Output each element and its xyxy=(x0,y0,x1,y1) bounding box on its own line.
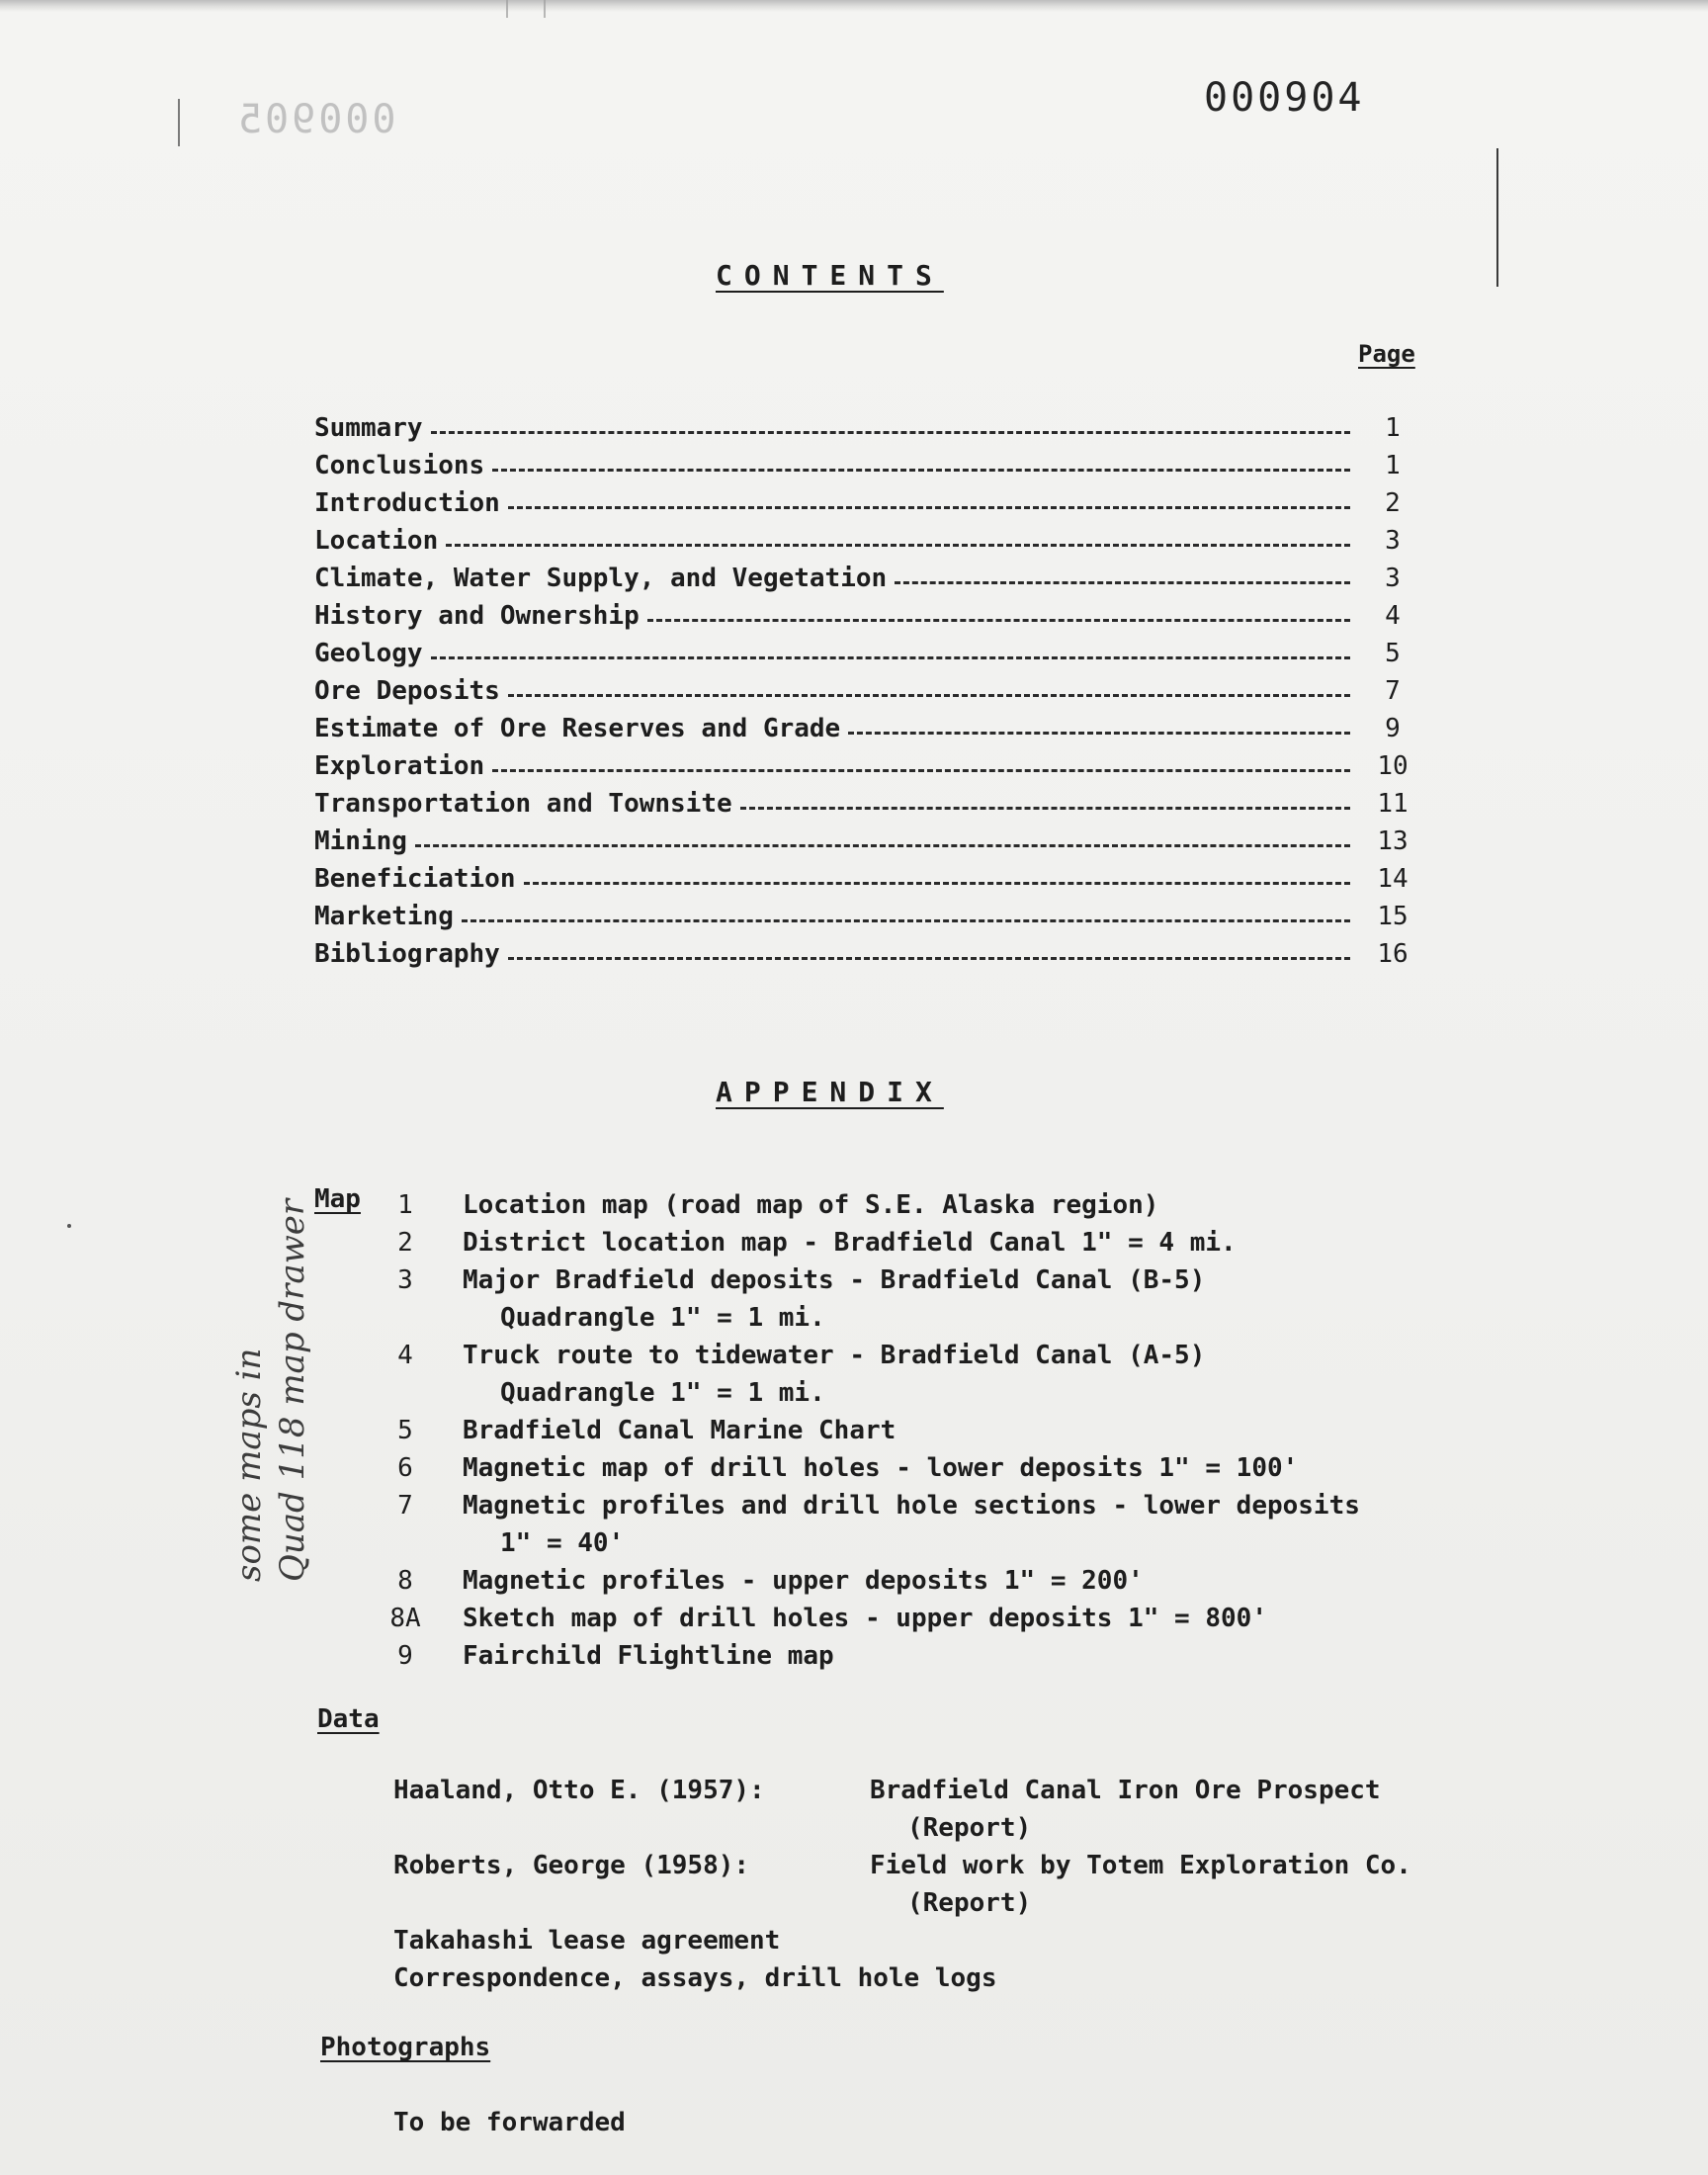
toc-entry xyxy=(314,597,1421,635)
toc-entry xyxy=(314,522,1421,560)
maps-label: Map xyxy=(314,1184,361,1214)
toc-entry-page: 9 xyxy=(1385,714,1401,743)
map-entry xyxy=(384,1487,1589,1562)
ghost-stamp-number: 000905 xyxy=(235,97,396,142)
reference-author: Roberts, George (1958): xyxy=(393,1851,750,1880)
scan-top-edge xyxy=(0,0,1708,12)
toc-entry-page: 4 xyxy=(1385,601,1401,631)
stamp-number: 000904 xyxy=(1204,75,1365,121)
map-description: Location map (road map of S.E. Alaska region) xyxy=(463,1190,1159,1220)
map-description: Sketch map of drill holes - upper deposits 1" = 800' xyxy=(463,1604,1267,1633)
toc-leader xyxy=(895,581,1350,584)
toc-entry-page: 16 xyxy=(1377,939,1409,969)
page-column-heading: Page xyxy=(1358,340,1415,368)
handwritten-line: Quad 118 map drawer xyxy=(273,1198,312,1582)
toc-entry xyxy=(314,935,1421,973)
map-description: Magnetic profiles - upper deposits 1" = 200' xyxy=(463,1566,1144,1596)
toc-leader xyxy=(492,769,1350,772)
ghost-margin-line xyxy=(178,99,180,146)
map-entry xyxy=(384,1562,1589,1600)
map-description: Magnetic map of drill holes - lower deposits 1" = 100' xyxy=(463,1453,1299,1483)
map-number: 6 xyxy=(397,1453,413,1483)
toc-entry-page: 3 xyxy=(1385,564,1401,593)
data-item: Correspondence, assays, drill hole logs xyxy=(393,1963,997,1993)
toc-leader xyxy=(524,882,1351,885)
map-number: 2 xyxy=(397,1228,413,1258)
toc-entry-label: Location xyxy=(314,526,439,556)
toc-entry-page: 2 xyxy=(1385,488,1401,518)
toc-leader xyxy=(647,619,1350,622)
toc-entry-label: Mining xyxy=(314,826,407,856)
map-entry xyxy=(384,1337,1589,1412)
photographs-note: To be forwarded xyxy=(393,2108,626,2137)
map-entry xyxy=(384,1600,1589,1637)
toc-entry-label: Beneficiation xyxy=(314,864,516,894)
handwritten-margin-note xyxy=(227,1199,314,1582)
data-item: Takahashi lease agreement xyxy=(393,1926,781,1956)
toc-entry-page: 7 xyxy=(1385,676,1401,706)
reference-type: (Report) xyxy=(907,1813,1032,1843)
toc-entry-label: Transportation and Townsite xyxy=(314,789,732,819)
map-number: 4 xyxy=(397,1341,413,1370)
map-entry xyxy=(384,1449,1589,1487)
contents-heading: CONTENTS xyxy=(716,259,944,292)
toc-leader xyxy=(508,957,1350,960)
toc-leader xyxy=(415,844,1350,847)
toc-leader xyxy=(462,919,1350,922)
toc-entry-label: Introduction xyxy=(314,488,500,518)
map-description: Truck route to tidewater - Bradfield Canal (A-5) xyxy=(463,1341,1206,1370)
toc-entry-page: 1 xyxy=(1385,451,1401,480)
maps-list xyxy=(384,1186,1589,1675)
binder-mark xyxy=(506,0,546,18)
reference-author: Haaland, Otto E. (1957): xyxy=(393,1776,765,1805)
reference-entry xyxy=(393,1851,1560,1888)
toc-entry-label: Geology xyxy=(314,639,423,668)
toc-entry-label: History and Ownership xyxy=(314,601,640,631)
map-number: 5 xyxy=(397,1416,413,1445)
map-description: District location map - Bradfield Canal 1" = 4 mi. xyxy=(463,1228,1237,1258)
toc-entry xyxy=(314,409,1421,447)
handwritten-line: some maps in xyxy=(229,1348,269,1582)
map-description-continued: Quadrangle 1" = 1 mi. xyxy=(500,1378,825,1408)
toc-leader xyxy=(431,431,1350,434)
toc-entry-label: Estimate of Ore Reserves and Grade xyxy=(314,714,841,743)
toc-entry xyxy=(314,672,1421,710)
scan-speck xyxy=(67,1224,71,1228)
map-description: Fairchild Flightline map xyxy=(463,1641,834,1671)
toc-leader xyxy=(508,506,1350,509)
toc-entry-page: 1 xyxy=(1385,413,1401,443)
toc-entry xyxy=(314,635,1421,672)
toc-leader xyxy=(446,544,1350,547)
toc-leader xyxy=(508,694,1350,697)
toc-entry xyxy=(314,860,1421,898)
toc-entry-page: 11 xyxy=(1377,789,1409,819)
photographs-label: Photographs xyxy=(320,2033,491,2062)
toc-entry xyxy=(314,747,1421,785)
toc-entry xyxy=(314,898,1421,935)
map-entry xyxy=(384,1186,1589,1224)
toc-leader xyxy=(740,807,1350,810)
toc-entry-label: Bibliography xyxy=(314,939,500,969)
map-number: 3 xyxy=(397,1265,413,1295)
toc-entry-label: Exploration xyxy=(314,751,485,781)
toc-entry-label: Conclusions xyxy=(314,451,485,480)
map-description-continued: Quadrangle 1" = 1 mi. xyxy=(500,1303,825,1333)
map-description: Bradfield Canal Marine Chart xyxy=(463,1416,897,1445)
reference-title: Bradfield Canal Iron Ore Prospect xyxy=(870,1776,1381,1805)
data-label: Data xyxy=(317,1704,380,1734)
table-of-contents xyxy=(314,409,1421,973)
toc-entry-page: 13 xyxy=(1377,826,1409,856)
toc-entry-label: Ore Deposits xyxy=(314,676,500,706)
toc-entry-label: Climate, Water Supply, and Vegetation xyxy=(314,564,888,593)
toc-entry xyxy=(314,710,1421,747)
toc-entry-page: 5 xyxy=(1385,639,1401,668)
toc-entry-page: 15 xyxy=(1377,902,1409,931)
toc-entry xyxy=(314,560,1421,597)
margin-line xyxy=(1496,148,1498,287)
map-entry xyxy=(384,1224,1589,1262)
toc-entry xyxy=(314,785,1421,823)
reference-entry xyxy=(393,1776,1560,1813)
toc-entry-page: 10 xyxy=(1377,751,1409,781)
toc-entry-label: Marketing xyxy=(314,902,454,931)
toc-entry-page: 3 xyxy=(1385,526,1401,556)
map-description: Magnetic profiles and drill hole sections - lower deposits xyxy=(463,1491,1360,1521)
reference-title: Field work by Totem Exploration Co. xyxy=(870,1851,1411,1880)
map-entry xyxy=(384,1637,1589,1675)
toc-leader xyxy=(431,656,1350,659)
toc-entry-page: 14 xyxy=(1377,864,1409,894)
data-section xyxy=(393,1776,1560,2001)
map-number: 1 xyxy=(397,1190,413,1220)
toc-entry xyxy=(314,447,1421,484)
appendix-heading: APPENDIX xyxy=(716,1076,944,1108)
map-number: 9 xyxy=(397,1641,413,1671)
toc-entry xyxy=(314,823,1421,860)
map-number: 8 xyxy=(397,1566,413,1596)
reference-type: (Report) xyxy=(907,1888,1032,1918)
map-number: 8A xyxy=(389,1604,421,1633)
toc-leader xyxy=(848,732,1350,735)
map-description: Major Bradfield deposits - Bradfield Canal (B-5) xyxy=(463,1265,1206,1295)
map-entry xyxy=(384,1262,1589,1337)
toc-entry-label: Summary xyxy=(314,413,423,443)
toc-entry xyxy=(314,484,1421,522)
toc-leader xyxy=(492,469,1350,472)
map-description-continued: 1" = 40' xyxy=(500,1528,625,1558)
map-number: 7 xyxy=(397,1491,413,1521)
map-entry xyxy=(384,1412,1589,1449)
